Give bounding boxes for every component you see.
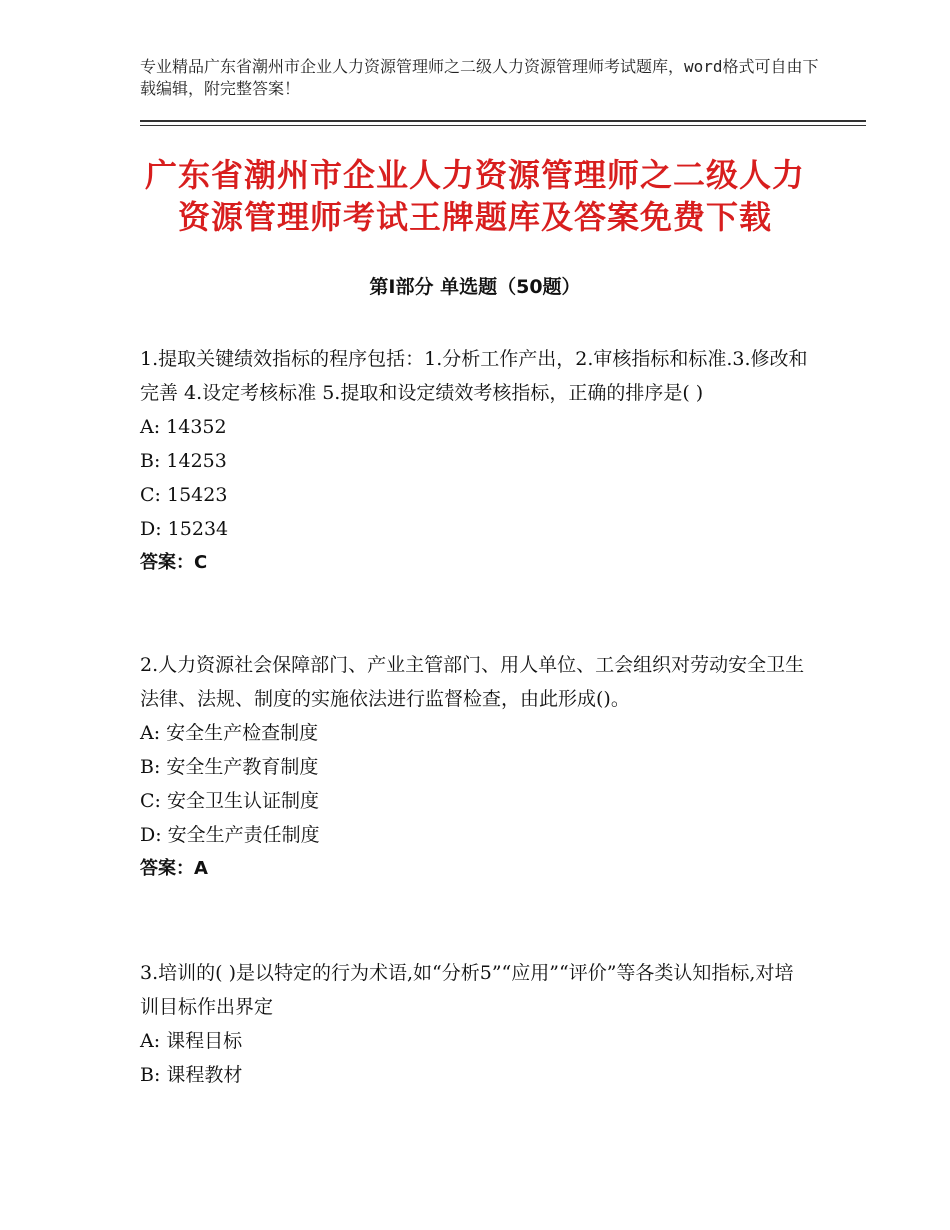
option-a: A: 安全生产检查制度: [140, 722, 319, 744]
header-divider-thick: [140, 120, 866, 122]
question-stem: 2.人力资源社会保障部门、产业主管部门、用人单位、工会组织对劳动安全卫生法律、法规、制度的实施依法进行监督检查，由此形成()。: [140, 654, 805, 710]
question-stem: 1.提取关键绩效指标的程序包括：1.分析工作产出，2.审核指标和标准.3.修改和完善 4.设定考核标准 5.提取和设定绩效考核指标，正确的排序是( ): [140, 348, 808, 404]
answer-line: 答案：C: [140, 552, 208, 573]
header-divider-thin: [140, 125, 866, 126]
option-c: C: 安全卫生认证制度: [140, 790, 319, 812]
question-2: [140, 648, 810, 886]
option-a: A: 课程目标: [140, 1030, 243, 1052]
question-3: [140, 956, 810, 1092]
header-note: 专业精品广东省潮州市企业人力资源管理师之二级人力资源管理师考试题库，word格式可自由下载编辑，附完整答案！: [140, 57, 819, 98]
document-title: 广东省潮州市企业人力资源管理师之二级人力资源管理师考试王牌题库及答案免费下载: [144, 156, 805, 236]
option-c: C: 15423: [140, 484, 228, 506]
section-heading: 第Ⅰ部分 单选题（50题）: [369, 276, 581, 298]
question-1: [140, 342, 810, 580]
option-b: B: 14253: [140, 450, 227, 472]
answer-line: 答案：A: [140, 858, 208, 879]
option-b: B: 课程教材: [140, 1064, 243, 1086]
option-d: D: 安全生产责任制度: [140, 824, 320, 846]
question-stem: 3.培训的( )是以特定的行为术语,如“分析5”“应用”“评价”等各类认知指标,对培训目标作出界定: [140, 962, 794, 1018]
option-d: D: 15234: [140, 518, 229, 540]
option-a: A: 14352: [140, 416, 227, 438]
option-b: B: 安全生产教育制度: [140, 756, 319, 778]
